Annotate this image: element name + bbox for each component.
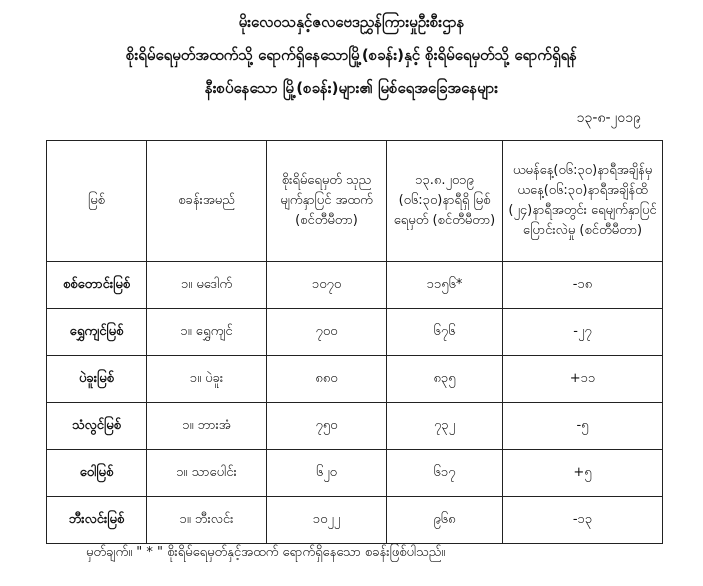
table-row: [47, 450, 663, 497]
header-24h-change: ယမန်နေ့(၀၆:၃၀)နာရီအချိန်မှ ယနေ့(၀၆:၃၀)နာရီအချိန်ထိ (၂၄)နာရီအတွင်း ရေမျက်နှာပြင်ပြောင်းလဲမှု (စင်တီမီတာ): [503, 141, 663, 262]
table-header-row: [47, 141, 663, 262]
table-row: [47, 356, 663, 403]
table-row: [47, 309, 663, 356]
station-cell: ၁။ ပဲခူး: [147, 356, 267, 403]
change-cell: -၂၇: [503, 309, 663, 356]
danger-level-cell: ၆၂၀: [267, 450, 387, 497]
table-row: [47, 403, 663, 450]
water-level-cell: ၉၆၈: [387, 497, 503, 544]
report-title-line-1: စိုးရိမ်ရေမှတ်အထက်သို့ ရောက်ရှိနေသောမြို့(စခန်း)နှင့် စိုးရိမ်ရေမှတ်သို့ ရောက်ရှိရန်: [126, 46, 577, 64]
station-cell: ၁။ ဘီးလင်း: [147, 497, 267, 544]
water-level-cell: ၆၇၆: [387, 309, 503, 356]
table-row: [47, 497, 663, 544]
water-level-cell: ၁၁၅၆*: [387, 262, 503, 309]
report-date: ၁၃-၈-၂၀၁၉: [576, 110, 641, 126]
water-level-cell: ၈၃၅: [387, 356, 503, 403]
header-river: မြစ်: [47, 141, 147, 262]
danger-level-cell: ၇၅၀: [267, 403, 387, 450]
header-water-level: ၁၃.၈.၂၀၁၉ (၀၆:၃၀)နာရီရှိ မြစ်ရေမှတ် (စင်တီမီတာ): [387, 141, 503, 262]
report-title-line-2: နီးစပ်နေသော မြို့(စခန်း)များ၏ မြစ်ရေအခြေအနေများ: [204, 79, 499, 97]
department-title: မိုးလေဝသနှင့်ဇလဗေဒညွှန်ကြားမှုဦးစီးဌာန: [238, 13, 465, 31]
header-danger-level: စိုးရိမ်ရေမှတ် သုညမျက်နှာပြင် အထက် (စင်တီမီတာ): [267, 141, 387, 262]
station-cell: ၁။ ဘားအံ: [147, 403, 267, 450]
water-level-cell: ၆၁၇: [387, 450, 503, 497]
footnote: မှတ်ချက်။ " * " စိုးရိမ်ရေမှတ်နှင့်အထက် ရောက်ရှိနေသော စခန်းဖြစ်ပါသည်။: [86, 545, 446, 560]
danger-level-cell: ၇၀၀: [267, 309, 387, 356]
river-cell: ဘီးလင်းမြစ်: [47, 497, 147, 544]
danger-level-cell: ၈၈၀: [267, 356, 387, 403]
change-cell: +၅: [503, 450, 663, 497]
danger-level-cell: ၁၀၇၀: [267, 262, 387, 309]
river-cell: သံလွင်မြစ်: [47, 403, 147, 450]
river-levels-table: [46, 140, 663, 544]
station-cell: ၁။ သာပေါင်း: [147, 450, 267, 497]
header-station: စခန်းအမည်: [147, 141, 267, 262]
danger-level-cell: ၁၀၂၂: [267, 497, 387, 544]
river-cell: ဝေါမြစ်: [47, 450, 147, 497]
change-cell: -၅: [503, 403, 663, 450]
change-cell: -၁၈: [503, 262, 663, 309]
table-row: [47, 262, 663, 309]
change-cell: +၁၁: [503, 356, 663, 403]
river-cell: ရွှေကျင်မြစ်: [47, 309, 147, 356]
station-cell: ၁။ ရွှေကျင်: [147, 309, 267, 356]
river-cell: ပဲခူးမြစ်: [47, 356, 147, 403]
river-cell: စစ်တောင်းမြစ်: [47, 262, 147, 309]
station-cell: ၁။ မဒေါက်: [147, 262, 267, 309]
water-level-cell: ၇၃၂: [387, 403, 503, 450]
change-cell: -၁၃: [503, 497, 663, 544]
